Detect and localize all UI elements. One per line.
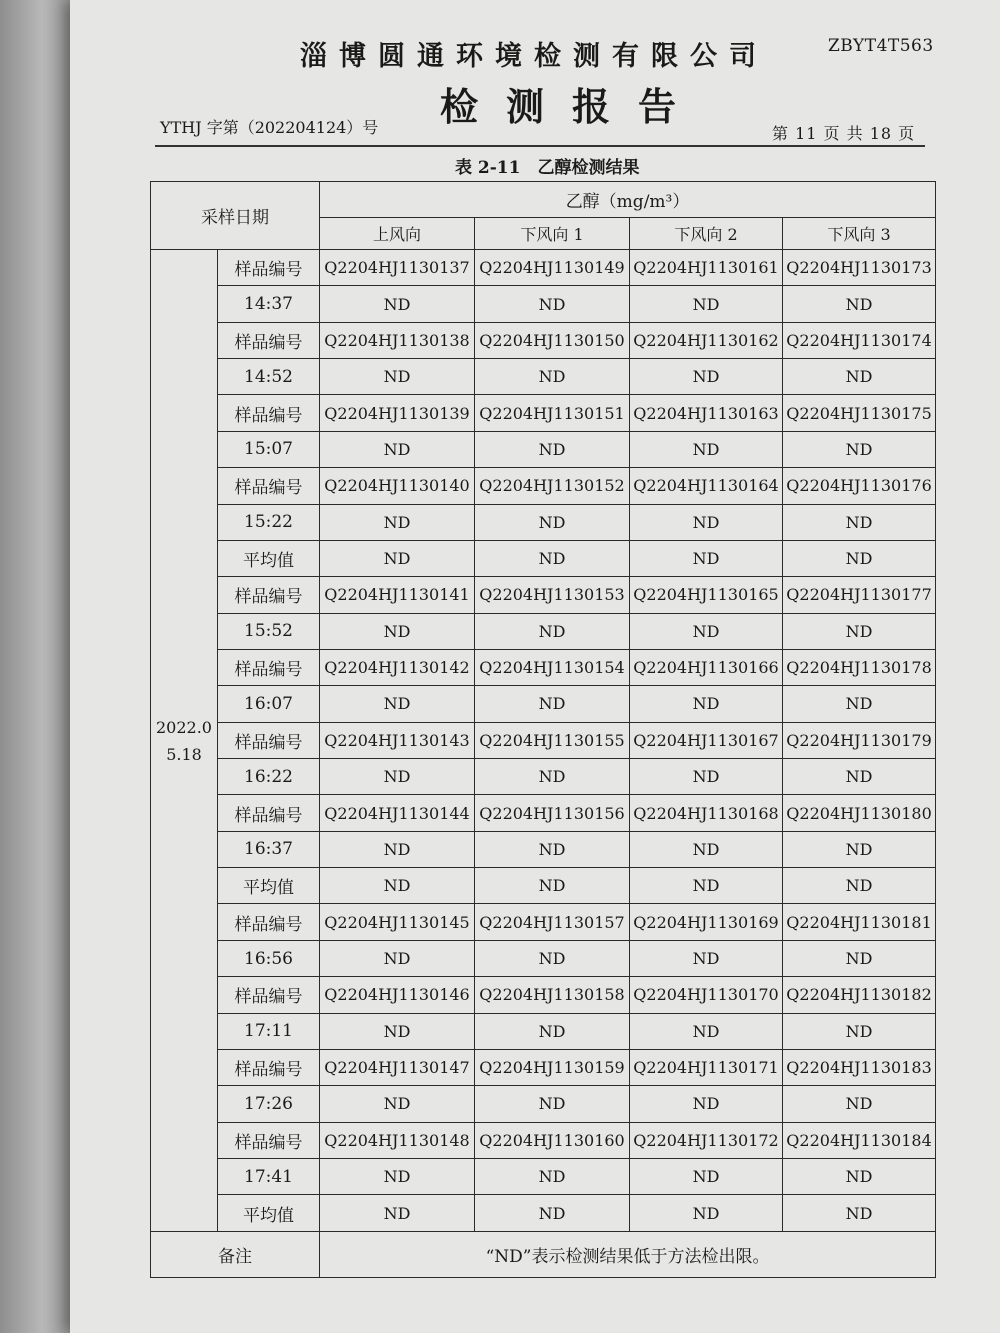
value-cell: Q2204HJ1130161	[630, 250, 783, 286]
value-cell: Q2204HJ1130153	[475, 577, 630, 613]
value-cell: ND	[783, 1158, 936, 1194]
value-cell: ND	[320, 868, 475, 904]
value-cell: ND	[783, 540, 936, 576]
sampling-date-header: 采样日期	[151, 182, 320, 250]
table-row	[151, 250, 936, 286]
table-row	[151, 577, 936, 613]
sampling-date-line: 2022.0	[156, 717, 212, 737]
row-label: 样品编号	[218, 904, 320, 940]
value-cell: ND	[783, 504, 936, 540]
value-cell: Q2204HJ1130172	[630, 1122, 783, 1158]
value-cell: Q2204HJ1130137	[320, 250, 475, 286]
header-divider	[155, 145, 925, 147]
value-cell: Q2204HJ1130175	[783, 395, 936, 431]
value-cell: ND	[630, 504, 783, 540]
table-row	[151, 1122, 936, 1158]
row-label: 样品编号	[218, 977, 320, 1013]
value-cell: ND	[783, 613, 936, 649]
value-cell: Q2204HJ1130146	[320, 977, 475, 1013]
value-cell: Q2204HJ1130139	[320, 395, 475, 431]
value-cell: ND	[475, 540, 630, 576]
value-cell: ND	[320, 286, 475, 322]
value-cell: ND	[630, 1158, 783, 1194]
value-cell: Q2204HJ1130162	[630, 322, 783, 358]
value-cell: ND	[630, 359, 783, 395]
value-cell: ND	[630, 1086, 783, 1122]
ethanol-unit-header: 乙醇（mg/m³）	[320, 182, 936, 218]
value-cell: ND	[320, 613, 475, 649]
value-cell: ND	[320, 686, 475, 722]
value-cell: ND	[475, 431, 630, 467]
value-cell: Q2204HJ1130163	[630, 395, 783, 431]
value-cell: ND	[475, 831, 630, 867]
row-label: 17:41	[218, 1158, 320, 1194]
ethanol-results-table	[150, 181, 936, 1278]
sampling-date-line: 5.18	[166, 744, 202, 764]
value-cell: ND	[783, 686, 936, 722]
value-cell: Q2204HJ1130171	[630, 1049, 783, 1085]
value-cell: ND	[630, 831, 783, 867]
row-label: 16:37	[218, 831, 320, 867]
table-row	[151, 395, 936, 431]
row-label: 样品编号	[218, 250, 320, 286]
value-cell: ND	[783, 1013, 936, 1049]
value-cell: ND	[475, 759, 630, 795]
value-cell: Q2204HJ1130150	[475, 322, 630, 358]
value-cell: Q2204HJ1130167	[630, 722, 783, 758]
row-label: 17:26	[218, 1086, 320, 1122]
value-cell: ND	[630, 868, 783, 904]
value-cell: ND	[783, 1086, 936, 1122]
row-label: 14:37	[218, 286, 320, 322]
row-label: 16:56	[218, 940, 320, 976]
value-cell: Q2204HJ1130170	[630, 977, 783, 1013]
value-cell: Q2204HJ1130174	[783, 322, 936, 358]
value-cell: Q2204HJ1130157	[475, 904, 630, 940]
table-row	[151, 868, 936, 904]
value-cell: ND	[630, 759, 783, 795]
value-cell: Q2204HJ1130179	[783, 722, 936, 758]
row-label: 15:52	[218, 613, 320, 649]
row-label: 15:07	[218, 431, 320, 467]
table-row	[151, 359, 936, 395]
value-cell: ND	[630, 1013, 783, 1049]
table-row	[151, 286, 936, 322]
value-cell: Q2204HJ1130148	[320, 1122, 475, 1158]
value-cell: ND	[475, 613, 630, 649]
value-cell: ND	[475, 940, 630, 976]
row-label: 样品编号	[218, 395, 320, 431]
value-cell: ND	[783, 831, 936, 867]
value-cell: Q2204HJ1130177	[783, 577, 936, 613]
value-cell: Q2204HJ1130184	[783, 1122, 936, 1158]
value-cell: ND	[783, 286, 936, 322]
row-label: 样品编号	[218, 649, 320, 685]
value-cell: ND	[630, 286, 783, 322]
row-label: 14:52	[218, 359, 320, 395]
table-row	[151, 904, 936, 940]
row-label: 样品编号	[218, 722, 320, 758]
report-reference: YTHJ 字第（202204124）号	[160, 118, 379, 137]
value-cell: ND	[783, 940, 936, 976]
column-header: 上风向	[320, 218, 475, 250]
value-cell: Q2204HJ1130144	[320, 795, 475, 831]
value-cell: ND	[475, 504, 630, 540]
table-row	[151, 1049, 936, 1085]
row-label: 17:11	[218, 1013, 320, 1049]
table-row	[151, 795, 936, 831]
value-cell: ND	[630, 613, 783, 649]
value-cell: ND	[475, 1195, 630, 1232]
value-cell: ND	[630, 940, 783, 976]
value-cell: ND	[320, 1158, 475, 1194]
table-row	[151, 1195, 936, 1232]
value-cell: Q2204HJ1130145	[320, 904, 475, 940]
row-label: 16:07	[218, 686, 320, 722]
value-cell: Q2204HJ1130159	[475, 1049, 630, 1085]
table-row	[151, 831, 936, 867]
column-header: 下风向 2	[630, 218, 783, 250]
value-cell: Q2204HJ1130152	[475, 468, 630, 504]
value-cell: ND	[783, 1195, 936, 1232]
table-title: 表 2-11 乙醇检测结果	[455, 158, 640, 178]
remark-label: 备注	[151, 1232, 320, 1278]
row-label: 样品编号	[218, 1122, 320, 1158]
value-cell: Q2204HJ1130182	[783, 977, 936, 1013]
row-label: 16:22	[218, 759, 320, 795]
value-cell: ND	[783, 431, 936, 467]
value-cell: ND	[320, 1195, 475, 1232]
report-title: 检测报告	[440, 84, 705, 129]
value-cell: ND	[630, 1195, 783, 1232]
value-cell: ND	[320, 940, 475, 976]
value-cell: Q2204HJ1130147	[320, 1049, 475, 1085]
value-cell: Q2204HJ1130143	[320, 722, 475, 758]
table-row	[151, 504, 936, 540]
value-cell: ND	[320, 504, 475, 540]
value-cell: Q2204HJ1130166	[630, 649, 783, 685]
value-cell: Q2204HJ1130140	[320, 468, 475, 504]
row-label: 样品编号	[218, 577, 320, 613]
table-row	[151, 940, 936, 976]
row-label: 15:22	[218, 504, 320, 540]
results-table-container	[150, 181, 935, 1278]
value-cell: ND	[630, 686, 783, 722]
value-cell: Q2204HJ1130176	[783, 468, 936, 504]
column-header: 下风向 1	[475, 218, 630, 250]
row-label: 样品编号	[218, 795, 320, 831]
value-cell: Q2204HJ1130164	[630, 468, 783, 504]
value-cell: ND	[475, 359, 630, 395]
value-cell: Q2204HJ1130158	[475, 977, 630, 1013]
row-label: 平均值	[218, 1195, 320, 1232]
row-label: 平均值	[218, 868, 320, 904]
value-cell: ND	[320, 359, 475, 395]
value-cell: Q2204HJ1130178	[783, 649, 936, 685]
value-cell: Q2204HJ1130181	[783, 904, 936, 940]
value-cell: ND	[475, 686, 630, 722]
row-label: 样品编号	[218, 1049, 320, 1085]
value-cell: ND	[320, 1013, 475, 1049]
column-header: 下风向 3	[783, 218, 936, 250]
value-cell: Q2204HJ1130142	[320, 649, 475, 685]
value-cell: Q2204HJ1130173	[783, 250, 936, 286]
value-cell: ND	[475, 1086, 630, 1122]
value-cell: ND	[475, 1158, 630, 1194]
table-row	[151, 613, 936, 649]
value-cell: ND	[630, 431, 783, 467]
value-cell: Q2204HJ1130180	[783, 795, 936, 831]
company-name: 淄博圆通环境检测有限公司	[300, 41, 768, 72]
table-row	[151, 686, 936, 722]
value-cell: Q2204HJ1130151	[475, 395, 630, 431]
page-info: 第 11 页 共 18 页	[772, 124, 916, 143]
value-cell: ND	[630, 540, 783, 576]
value-cell: ND	[475, 1013, 630, 1049]
value-cell: Q2204HJ1130183	[783, 1049, 936, 1085]
table-row	[151, 1013, 936, 1049]
sampling-date-cell	[151, 250, 218, 1232]
table-row	[151, 759, 936, 795]
table-row	[151, 431, 936, 467]
value-cell: ND	[783, 359, 936, 395]
value-cell: ND	[320, 1086, 475, 1122]
value-cell: Q2204HJ1130154	[475, 649, 630, 685]
table-row	[151, 1158, 936, 1194]
table-row	[151, 468, 936, 504]
value-cell: Q2204HJ1130168	[630, 795, 783, 831]
value-cell: Q2204HJ1130141	[320, 577, 475, 613]
value-cell: Q2204HJ1130160	[475, 1122, 630, 1158]
table-row	[151, 649, 936, 685]
row-label: 样品编号	[218, 468, 320, 504]
value-cell: ND	[320, 759, 475, 795]
value-cell: ND	[783, 868, 936, 904]
remark-text: “ND”表示检测结果低于方法检出限。	[320, 1232, 936, 1278]
book-spine-shadow	[0, 0, 70, 1333]
value-cell: Q2204HJ1130149	[475, 250, 630, 286]
table-row	[151, 540, 936, 576]
value-cell: ND	[320, 540, 475, 576]
value-cell: ND	[320, 431, 475, 467]
document-number: ZBYT4T563	[828, 36, 934, 56]
value-cell: Q2204HJ1130138	[320, 322, 475, 358]
value-cell: Q2204HJ1130165	[630, 577, 783, 613]
value-cell: ND	[320, 831, 475, 867]
table-row	[151, 722, 936, 758]
results-table-body	[151, 250, 936, 1232]
row-label: 平均值	[218, 540, 320, 576]
value-cell: Q2204HJ1130156	[475, 795, 630, 831]
value-cell: Q2204HJ1130155	[475, 722, 630, 758]
table-row	[151, 977, 936, 1013]
value-cell: Q2204HJ1130169	[630, 904, 783, 940]
value-cell: ND	[475, 286, 630, 322]
value-cell: ND	[783, 759, 936, 795]
value-cell: ND	[475, 868, 630, 904]
table-row	[151, 322, 936, 358]
row-label: 样品编号	[218, 322, 320, 358]
table-row	[151, 1086, 936, 1122]
